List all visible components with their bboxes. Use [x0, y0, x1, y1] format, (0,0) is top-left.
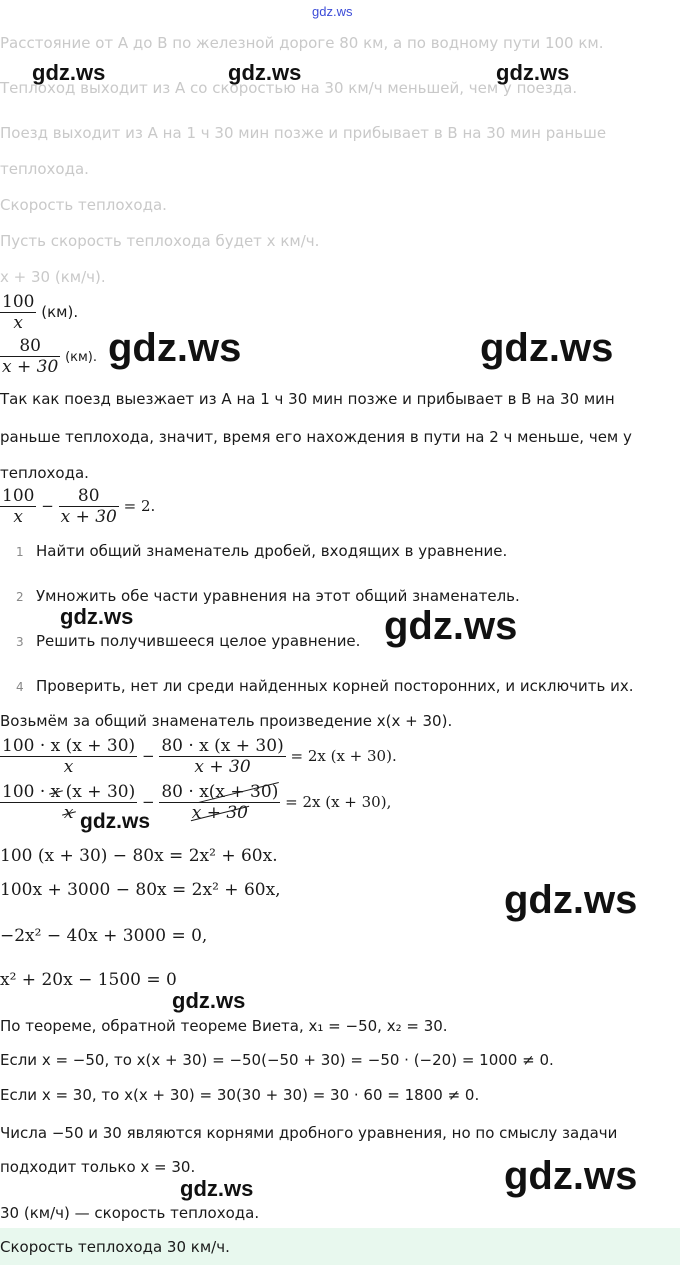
watermark: gdz.ws	[480, 326, 614, 370]
cancelled-term: x + 30	[191, 803, 248, 823]
watermark: gdz.ws	[60, 604, 134, 629]
step-item-2	[16, 587, 520, 605]
faded-line-2: Теплоход выходит из A со скоростью на 30 км/ч меньшей, чем у поезда.	[0, 79, 578, 97]
vieta-text: По теореме, обратной теореме Виета, x₁ = −50, x₂ = 30.	[0, 1017, 448, 1035]
paragraph-line-2: раньше теплохода, значит, время его нахождения в пути на 2 ч меньше, чем у	[0, 428, 632, 446]
fraction-denominator: x	[0, 756, 137, 777]
faded-line-4: теплохода.	[0, 160, 89, 178]
watermark: gdz.ws	[496, 60, 570, 85]
fraction-denominator: x	[0, 506, 36, 527]
step-text: Проверить, нет ли среди найденных корней посторонних, и исключить их.	[36, 677, 634, 695]
fraction-numerator: 100	[2, 292, 35, 312]
cancelled-term: x	[63, 803, 74, 823]
equation-rhs: = 2.	[123, 497, 156, 515]
fraction-denominator: x	[0, 312, 36, 333]
equation-rhs: = 2x (x + 30).	[290, 747, 397, 765]
watermark: gdz.ws	[384, 604, 518, 648]
watermark: gdz.ws	[172, 988, 246, 1013]
watermark: gdz.ws	[504, 1154, 638, 1198]
step-number: 4	[16, 680, 24, 694]
roots-text-1: Числа −50 и 30 являются корнями дробного уравнения, но по смыслу задачи	[0, 1124, 618, 1142]
step-number: 1	[16, 545, 24, 559]
algebra-line-3: −2x² − 40x + 3000 = 0,	[0, 926, 208, 946]
step-text: Решить получившееся целое уравнение.	[36, 632, 361, 650]
unit-label: (км).	[41, 303, 79, 321]
faded-line-1: Расстояние от A до B по железной дороге 80 км, а по водному пути 100 км.	[0, 34, 604, 52]
step-item-3	[16, 632, 360, 650]
time-train-fraction	[0, 336, 60, 377]
watermark: gdz.ws	[180, 1176, 254, 1201]
step-item-1	[16, 542, 507, 560]
faded-line-6: Пусть скорость теплохода будет x км/ч.	[0, 232, 320, 250]
time-boat-fraction	[0, 292, 36, 333]
fraction-denominator: x + 30	[2, 357, 59, 377]
fraction-denominator: x + 30	[60, 507, 117, 527]
cancellation-equation: $\frac{100 \cdot x (x + 30)}{x}$ − $\frac{80 \cdot x(x + 30)}{x + 30}$ = 2x (x + 30),	[2, 782, 392, 823]
algebra-line-1: 100 (x + 30) − 80x = 2x² + 60x.	[0, 846, 278, 866]
step-number: 2	[16, 590, 24, 604]
fraction-denominator: x + 30	[159, 756, 285, 777]
watermark: gdz.ws	[32, 60, 106, 85]
faded-line-7: x + 30 (км/ч).	[0, 268, 106, 286]
result-text: 30 (км/ч) — скорость теплохода.	[0, 1204, 260, 1222]
cancelled-term: x	[50, 782, 61, 802]
check-line-2: Если x = 30, то x(x + 30) = 30(30 + 30) = 30 · 60 = 1800 ≠ 0.	[0, 1086, 480, 1104]
step-text: Найти общий знаменатель дробей, входящих в уравнение.	[36, 542, 508, 560]
answer-text: Скорость теплохода 30 км/ч.	[0, 1238, 230, 1256]
fraction-numerator: 80	[19, 336, 41, 356]
fraction-numerator: 80 · x (x + 30)	[161, 736, 284, 756]
site-header-link[interactable]: gdz.ws	[312, 4, 353, 19]
cancelled-term: x(x + 30)	[199, 782, 279, 802]
numerator-part: (x + 30)	[60, 782, 136, 802]
step-item-4	[16, 677, 633, 695]
unit-label: (км).	[65, 350, 97, 365]
equation-rhs: = 2x (x + 30),	[285, 793, 392, 811]
paragraph-line-3: теплохода.	[0, 464, 89, 482]
multiplied-equation-1: $\frac{100 \cdot x (x + 30)}{x}$ − $\frac{80 \cdot x (x + 30)}{x + 30}$ = 2x (x + 30).	[2, 736, 397, 777]
algebra-line-2: 100x + 3000 − 80x = 2x² + 60x,	[0, 880, 281, 900]
roots-text-2: подходит только x = 30.	[0, 1158, 196, 1176]
time-boat-expression	[0, 292, 78, 333]
watermark: gdz.ws	[504, 878, 638, 922]
numerator-part: 80 ·	[161, 782, 200, 802]
fraction-numerator: 80	[77, 486, 100, 506]
watermark: gdz.ws	[228, 60, 302, 85]
fraction-numerator: 100 · x (x + 30)	[2, 736, 136, 756]
check-line-1: Если x = −50, то x(x + 30) = −50(−50 + 30) = −50 · (−20) = 1000 ≠ 0.	[0, 1051, 554, 1069]
paragraph-line-1: Так как поезд выезжает из A на 1 ч 30 мин позже и прибывает в B на 30 мин	[0, 390, 615, 408]
step-text: Умножить обе части уравнения на этот общий знаменатель.	[36, 587, 520, 605]
fraction-numerator: 100	[2, 486, 35, 506]
main-equation	[0, 486, 155, 527]
step-number: 3	[16, 635, 24, 649]
algebra-line-4: x² + 20x − 1500 = 0	[0, 970, 177, 990]
common-denominator-text: Возьмём за общий знаменатель произведение x(x + 30).	[0, 712, 453, 730]
faded-line-5: Скорость теплохода.	[0, 196, 167, 214]
faded-line-3: Поезд выходит из A на 1 ч 30 мин позже и прибывает в B на 30 мин раньше	[0, 124, 607, 142]
watermark: gdz.ws	[108, 326, 242, 370]
time-train-expression	[0, 336, 97, 377]
numerator-part: 100 ·	[2, 782, 51, 802]
watermark: gdz.ws	[80, 810, 151, 833]
minus-sign: −	[41, 497, 54, 515]
